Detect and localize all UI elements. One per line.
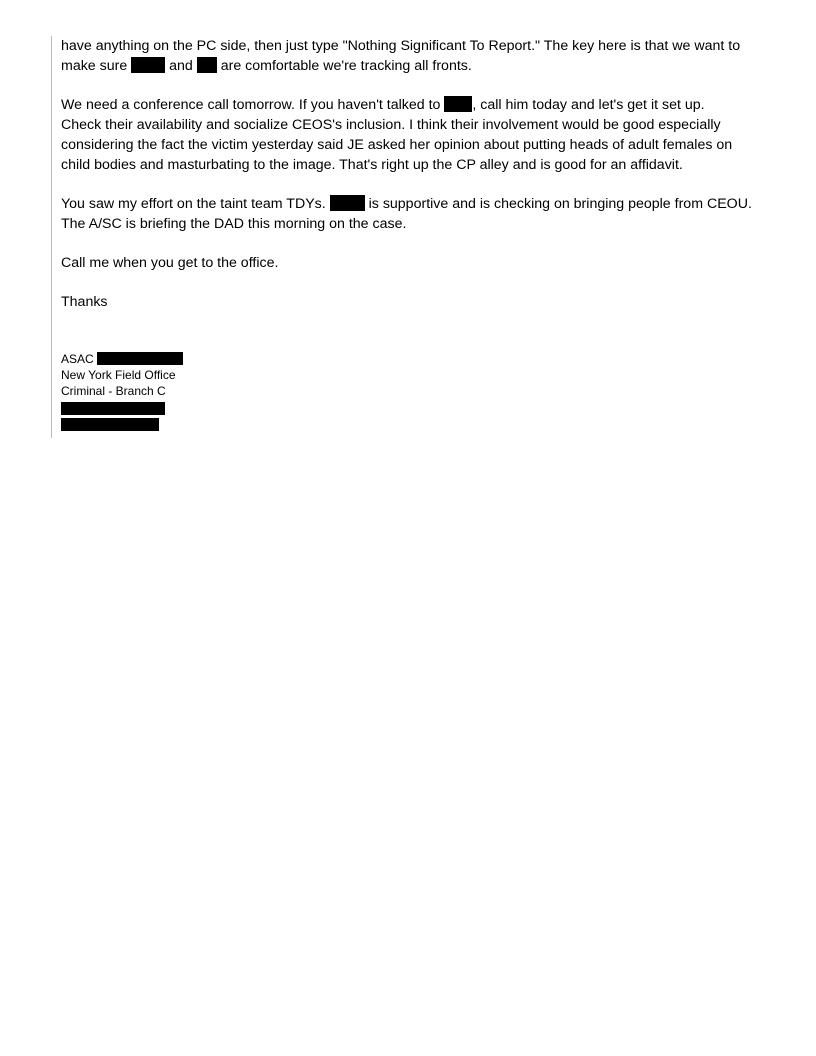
quote-bar <box>51 36 52 438</box>
body-text: We need a conference call tomorrow. If you haven't talked to <box>61 97 441 113</box>
body-text: is supportive and is checking on bringing people from CEOU. <box>368 196 752 212</box>
body-text: , call him today and let's get it set up. <box>472 97 705 113</box>
redaction-box <box>330 195 365 211</box>
redaction-box <box>61 402 165 415</box>
signature-redacted-line <box>61 402 781 415</box>
body-text: The A/SC is briefing the DAD this morning on the case. <box>61 216 407 232</box>
signature-redacted-line <box>61 418 781 431</box>
signature-office: New York Field Office <box>61 368 176 382</box>
paragraph-status-instructions <box>61 36 781 76</box>
redaction-box <box>61 418 159 431</box>
body-text: considering the fact the victim yesterday said JE asked her opinion about putting heads of adult females on <box>61 137 733 153</box>
body-text: and <box>169 58 193 74</box>
signature-branch: Criminal - Branch C <box>61 384 166 398</box>
paragraph-call-me <box>61 253 781 273</box>
redaction-box <box>197 57 217 73</box>
signature-title: ASAC <box>61 352 94 366</box>
paragraph-taint-team <box>61 194 781 234</box>
body-text: Thanks <box>61 294 108 310</box>
redaction-box <box>131 57 165 73</box>
body-text: child bodies and masturbating to the image. That's right up the CP alley and is good for an affidavit. <box>61 157 683 173</box>
body-text: are comfortable we're tracking all fronts. <box>220 58 472 74</box>
body-text: You saw my effort on the taint team TDYs. <box>61 196 326 212</box>
paragraph-thanks <box>61 292 781 312</box>
redaction-box <box>444 96 472 112</box>
body-text: Check their availability and socialize CEOS's inclusion. I think their involvement would be good especially <box>61 117 721 133</box>
signature-title-line <box>61 351 781 367</box>
email-body <box>61 36 781 431</box>
signature-block <box>61 351 781 431</box>
paragraph-conference-call <box>61 95 781 175</box>
redaction-box <box>97 352 183 365</box>
body-text: have anything on the PC side, then just type "Nothing Significant To Report." The key here is that we want to <box>61 38 741 54</box>
body-text: make sure <box>61 58 128 74</box>
body-text: Call me when you get to the office. <box>61 255 279 271</box>
